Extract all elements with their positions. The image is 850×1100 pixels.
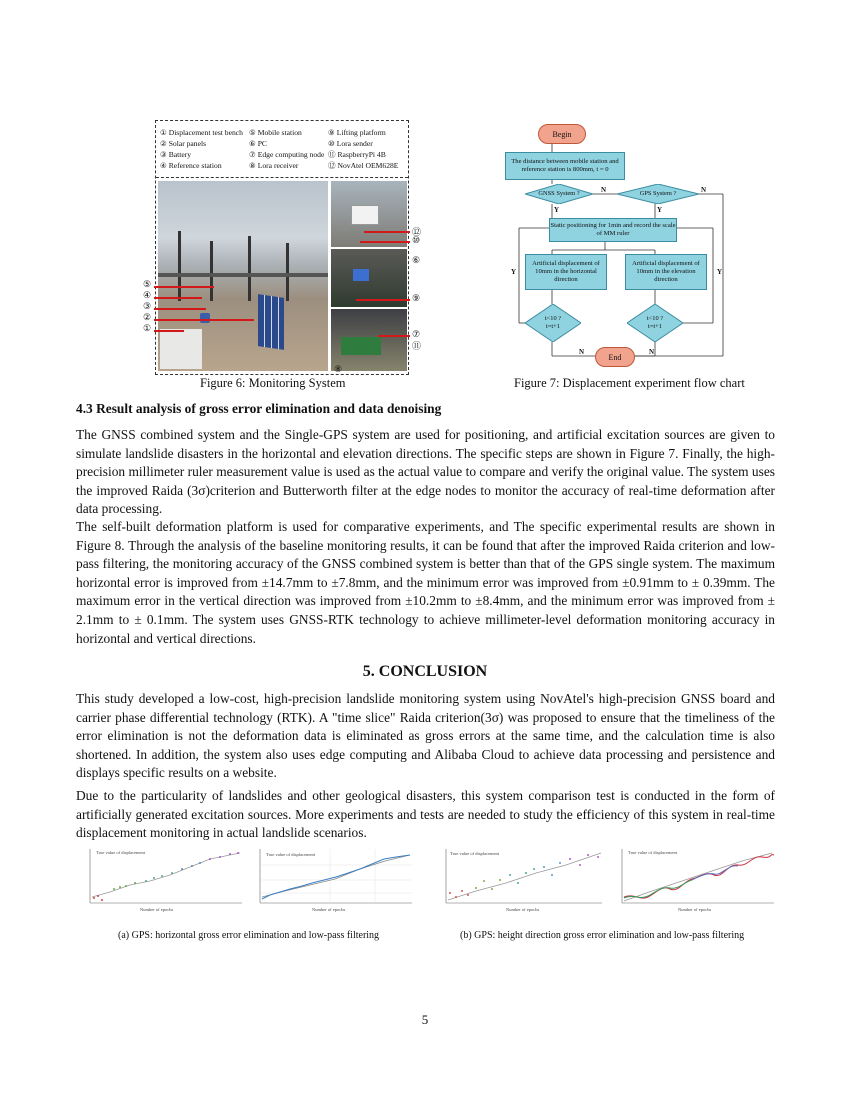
callout-label: ⑦	[412, 329, 421, 339]
railing	[158, 273, 328, 277]
begin-node: Begin	[538, 124, 586, 144]
figure-7-caption: Figure 7: Displacement experiment flow chart	[514, 376, 745, 390]
solar-panel	[258, 294, 284, 350]
callout-line	[154, 319, 254, 321]
legend-column-1	[160, 127, 243, 171]
figure-8a-caption: (a) GPS: horizontal gross error elimination and low-pass filtering	[118, 930, 380, 941]
plot-height-filtered	[612, 845, 777, 915]
device-box	[351, 205, 379, 225]
elevation-displacement-box: Artificial displacement of 10mm in the elevation direction	[625, 254, 707, 290]
callout-label: ③	[143, 301, 152, 311]
plot-height-raw	[436, 845, 606, 915]
plot-x-label: Number of epochs	[506, 907, 540, 912]
paragraph: The self-built deformation platform is used for comparative experiments, and The specific experimental results are shown in Figure 8. Through the analysis of the baseline monitoring results, it can be found that after the improved Raida criterion and low-pass filtering, the monitoring accuracy of the GNSS combined system is better than that of the GPS single system. The maximum horizontal error is improved from ±14.7mm to ±7.8mm, and the minimum error was improved from ±0.91mm to ± 0.39mm. The maximum error in the vertical direction was improved from ±10.2mm to ±8.4mm, and the minimum error was improved from ± 2.1mm to ± 0.1mm. The system uses GNSS-RTK technology to achieve millimeter-level deformation monitoring accuracy in horizontal and vertical directions.	[76, 519, 775, 646]
legend-item: ④ Reference station	[160, 161, 222, 170]
figure-6-monitoring-system	[143, 120, 422, 375]
mobile-station	[200, 313, 210, 323]
plot-horizontal-filtered	[250, 845, 415, 915]
callout-line	[378, 335, 410, 337]
callout-label: ⑨	[412, 293, 421, 303]
flow-label-n: N	[579, 348, 585, 356]
callout-line	[356, 299, 410, 301]
loop-decision-elevation	[627, 304, 683, 342]
legend-item: ② Solar panels	[160, 139, 207, 148]
callout-line	[360, 241, 410, 243]
callout-line	[364, 231, 410, 233]
plot-legend-text: True value of displacement	[628, 850, 677, 855]
loop-decision-horizontal	[525, 304, 581, 342]
antenna-tower	[248, 236, 251, 301]
page-number: 5	[421, 1012, 429, 1027]
battery	[353, 269, 369, 281]
section-4-3-heading: 4.3 Result analysis of gross error elimination and data denoising	[76, 401, 442, 416]
plot-legend-text: True value of displacement	[266, 852, 315, 857]
test-bench	[160, 329, 202, 369]
callout-line	[154, 330, 184, 332]
antenna-tower	[210, 241, 213, 301]
initial-distance-box: The distance between mobile station and reference station is 800mm, t = 0	[505, 152, 625, 180]
conclusion-heading: 5. CONCLUSION	[362, 663, 488, 680]
loop-decision-label: t<10 ? t=t+1	[544, 315, 562, 330]
paragraph: Due to the particularity of landslides and other geological disasters, this system comparison test is conducted in the form of artificially generated excitation sources. More experiments and tests are needed to study the efficiency of this system in real-time displacement monitoring in actual landslide scenarios.	[76, 788, 775, 841]
edge-node-photo	[331, 309, 407, 371]
callout-label: ④	[143, 290, 152, 300]
callout-label: ②	[143, 312, 152, 322]
callout-label: ⑩	[412, 235, 421, 245]
callout-label: ⑪	[412, 341, 422, 351]
callout-label: ⑧	[334, 364, 343, 374]
figure-6-legend	[156, 121, 408, 178]
flow-label-y: Y	[511, 268, 517, 276]
antenna-tower	[286, 243, 289, 301]
plot-legend-text: True value of displacement	[96, 850, 145, 855]
antenna-tower	[178, 231, 181, 301]
gps-decision-label: GPS System ?	[639, 190, 677, 197]
callout-label: ①	[143, 323, 152, 333]
horizontal-displacement-box: Artificial displacement of 10mm in the horizontal direction	[525, 254, 607, 290]
legend-item: ⑥ PC	[249, 139, 267, 148]
figure-6-caption: Figure 6: Monitoring System	[200, 376, 346, 390]
legend-column-2	[249, 127, 324, 171]
plot-svg	[436, 845, 606, 915]
paragraph: This study developed a low-cost, high-precision landslide monitoring system using NovAtel's high-precision GNSS board and carrier phase differential technology (RTK). A "time slice" Raida criterion(3σ) was proposed to ensure that the timeliness of the error elimination is not the deformation data is eliminated as gross errors at the same time, and the calculation time is also shortened. In addition, the system also uses edge computing and Alibaba Cloud to achieve data processing and persistence and displays specific results on a website.	[76, 691, 775, 781]
callout-line	[154, 286, 214, 288]
flow-label-y: Y	[554, 206, 560, 214]
flow-label-n: N	[649, 348, 655, 356]
flow-label-y: Y	[657, 206, 663, 214]
callout-line	[154, 308, 206, 310]
rooftop-photo	[158, 181, 328, 371]
plot-svg	[612, 845, 777, 915]
paragraph: The GNSS combined system and the Single-GPS system are used for positioning, and artificial excitation sources are given to simulate landslide disasters in the horizontal and elevation directions. The specific steps are shown in Figure 7. Finally, the high-precision millimeter ruler measurement value is used as the actual value to compare and verify the original value. The system uses the improved Raida (3σ)criterion and Butterworth filter at the edge nodes to monitor the accuracy of real-time deformation after data processing.	[76, 427, 775, 517]
figure-8b-caption: (b) GPS: height direction gross error elimination and low-pass filtering	[460, 930, 745, 941]
callout-label: ⑤	[143, 279, 152, 289]
legend-item: ⑩ Lora sender	[328, 139, 373, 148]
legend-column-3	[328, 127, 398, 171]
station-closeup-photo	[331, 181, 407, 247]
gps-decision	[617, 184, 699, 204]
end-node: End	[595, 347, 635, 367]
legend-item: ③ Battery	[160, 150, 192, 159]
plot-svg	[250, 845, 415, 915]
flow-label-n: N	[701, 186, 707, 194]
flow-label-n: N	[601, 186, 607, 194]
legend-item: ① Displacement test bench	[160, 128, 243, 137]
plot-horizontal-raw	[80, 845, 245, 915]
callout-label: ⑫	[412, 227, 422, 237]
loop-decision-label: t<10 ? t=t+1	[646, 315, 664, 330]
flow-label-y: Y	[717, 268, 723, 276]
legend-item: ⑤ Mobile station	[249, 128, 302, 137]
legend-item: ⑦ Edge computing node	[249, 150, 325, 159]
legend-item: ⑨ Lifting platform	[328, 128, 386, 137]
callout-label: ⑥	[412, 255, 421, 265]
legend-item: ⑫ NovAtel OEM628E	[328, 161, 399, 170]
circuit-board	[341, 337, 381, 355]
plot-x-label: Number of epochs	[312, 907, 346, 912]
plot-x-label: Number of epochs	[140, 907, 174, 912]
callout-line	[154, 297, 202, 299]
figure-7-flowchart	[505, 118, 735, 374]
gnss-decision-label: GNSS System ?	[538, 190, 580, 197]
plot-legend-text: True value of displacement	[450, 851, 499, 856]
plot-svg	[80, 845, 245, 915]
gnss-decision	[525, 184, 593, 204]
static-positioning-box: Static positioning for 1min and record the scale of MM ruler	[549, 218, 677, 242]
plot-x-label: Number of epochs	[678, 907, 712, 912]
legend-item: ⑪ RaspberryPi 4B	[328, 150, 386, 159]
legend-item: ⑧ Lora receiver	[249, 161, 299, 170]
